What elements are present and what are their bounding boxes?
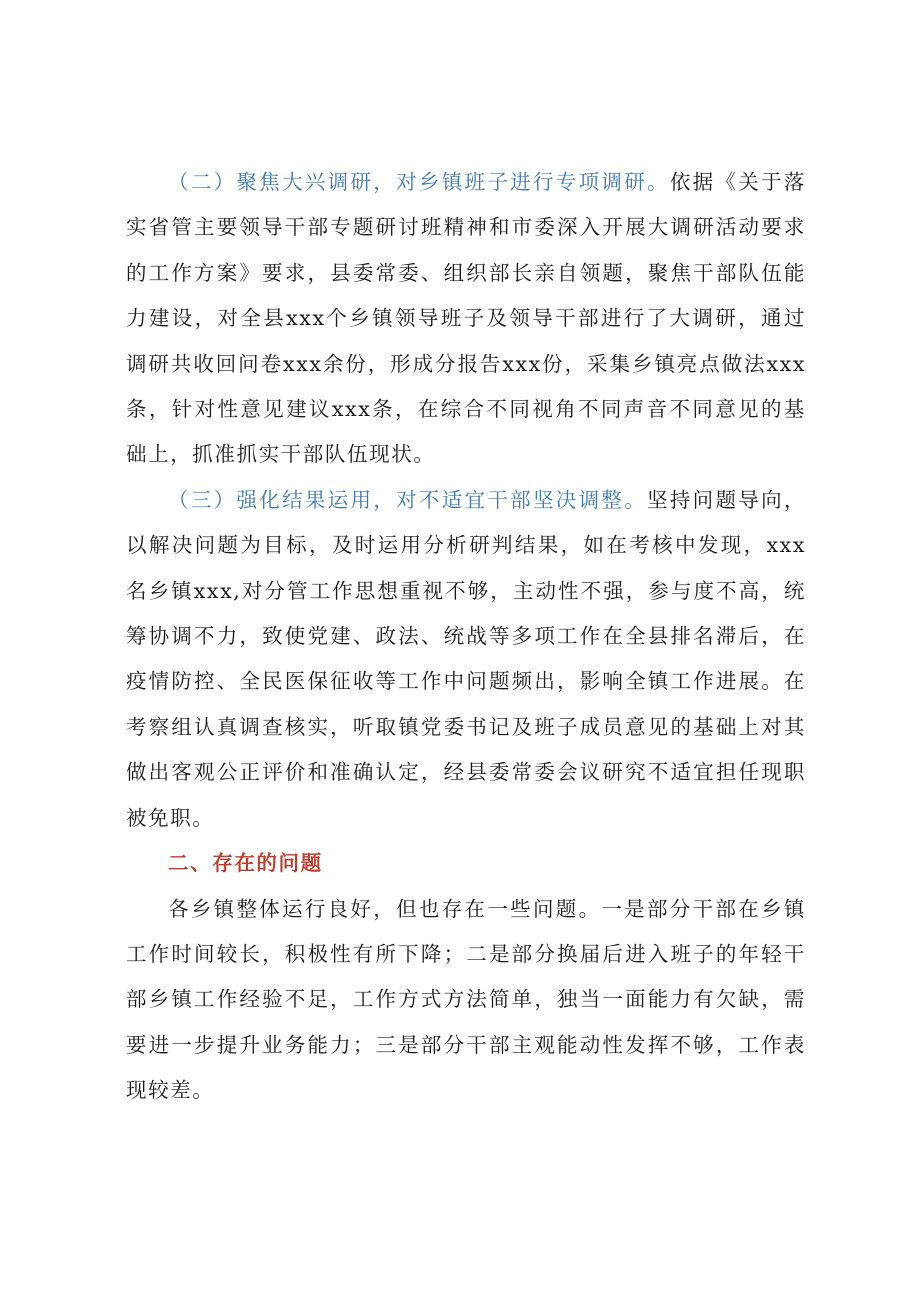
paragraph-result-application [126,478,806,841]
paragraph-lead-result-application: （三）强化结果运用，对不适宜干部坚决调整。 [168,487,648,512]
paragraph-focus-research [126,160,806,478]
paragraph-text-result-application: 坚持问题导向，以解决问题为目标，及时运用分析研判结果，如在考核中发现，xxx名乡镇xxx,对分管工作思想重视不够，主动性不强，参与度不高，统筹协调不力，致使党建、政法、统战等多项工作在全县排名滞后，在疫情防控、全民医保征收等工作中问题频出，影响全镇工作进展。在考察组认真调查核实，听取镇党委书记及班子成员意见的基础上对其做出客观公正评价和准确认定，经县委常委会议研究不适宜担任现职被免职。 [126,487,806,830]
paragraph-lead-focus-research: （二）聚焦大兴调研，对乡镇班子进行专项调研。 [168,170,670,194]
paragraph-text-focus-research: 依据《关于落实省管主要领导干部专题研讨班精神和市委深入开展大调研活动要求的工作方案》要求，县委常委、组织部长亲自领题，聚焦干部队伍能力建设，对全县xxx个乡镇领导班子及领导干部进行了大调研，通过调研共收回问卷xxx余份，形成分报告xxx份，采集乡镇亮点做法xxx条，针对性意见建议xxx条，在综合不同视角不同声音不同意见的基础上，抓准抓实干部队伍现状。 [126,170,806,467]
section-heading-existing-problems: 二、存在的问题 [168,851,323,876]
paragraph-existing-problems: 各乡镇整体运行良好，但也存在一些问题。一是部分干部在乡镇工作时间较长，积极性有所下降；二是部分换届后进入班子的年轻干部乡镇工作经验不足，工作方式方法简单，独当一面能力有欠缺，需要进一步提升业务能力；三是部分干部主观能动性发挥不够，工作表现较差。 [126,896,806,1103]
document-body [126,160,806,1114]
